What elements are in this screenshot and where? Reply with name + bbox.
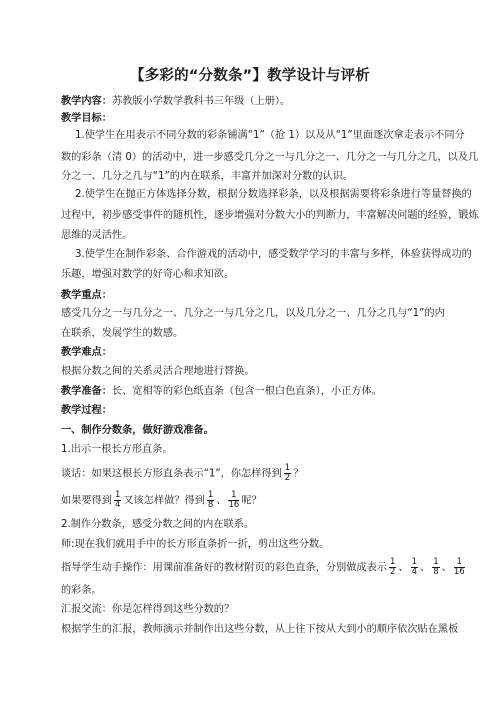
preparation-label: 教学准备： xyxy=(61,386,112,397)
goal2-line2: 过程中，初步感受事件的随机性，逐步增强对分数大小的判断力，丰富解决问题的经验，锻炼 xyxy=(61,210,479,221)
guide-sep: 、 xyxy=(398,562,409,574)
fraction-den: 4 xyxy=(114,500,121,510)
fraction-den: 16 xyxy=(228,500,240,510)
fraction-num: 1 xyxy=(284,463,291,473)
process-label: 教学过程： xyxy=(61,405,112,416)
question-text-a: 如果要得到 xyxy=(61,495,112,507)
teaching-content-label: 教学内容： xyxy=(61,96,112,107)
keypoints-label: 教学重点： xyxy=(61,290,112,301)
fraction-den: 16 xyxy=(453,567,465,577)
talk-end: ？ xyxy=(293,468,304,480)
goal1-line3: 分之一、几分之几与“1”的内在联系，丰富并加深对分数的认识。 xyxy=(61,171,354,182)
goal3-line2: 乐趣，增强对数学的好奇心和求知欲。 xyxy=(61,269,235,280)
fraction-num: 1 xyxy=(411,557,418,567)
teaching-content xyxy=(61,95,460,108)
guide-sep: 、 xyxy=(420,562,431,574)
last-line: 根据学生的汇报，教师演示并制作出这些分数，从上往下按从大到小的顺序依次贴在黑板 xyxy=(61,624,459,635)
fraction-num: 1 xyxy=(114,490,121,500)
fraction-num: 1 xyxy=(207,490,214,500)
goals-label: 教学目标： xyxy=(61,113,112,124)
difficulty-label: 教学难点： xyxy=(61,347,112,358)
guide-end: 的彩条。 xyxy=(61,585,102,596)
question-end: 呢？ xyxy=(241,495,262,507)
goal3-line1: 3.使学生在制作彩条、合作游戏的活动中，感受数学学习的丰富与多样，体验获得成功的 xyxy=(75,249,472,260)
section1-heading: 一、制作分数条，做好游戏准备。 xyxy=(61,425,214,436)
teaching-content-text: 苏教版小学数学教科书三年级（上册）。 xyxy=(111,96,291,107)
question-sep: 、 xyxy=(216,495,227,507)
fraction-sixteenth xyxy=(228,491,239,510)
guide-line xyxy=(61,557,465,577)
question-line xyxy=(61,491,460,510)
step1-text: 1.出示一根长方形直条。 xyxy=(61,444,173,455)
keypoints-line2: 在联系，发展学生的数感。 xyxy=(61,328,184,339)
goal1-line1: 1.使学生在用表示不同分数的彩条铺满“1”（抢 1）以及从“1”里面逐次拿走表示不同分 xyxy=(75,130,465,141)
difficulty-text: 根据分数之间的关系灵活合理地进行替换。 xyxy=(61,366,255,377)
step2-text: 2.制作分数条，感受分数之间的内在联系。 xyxy=(61,519,255,530)
document-title: 【多彩的“分数条”】教学设计与评析 xyxy=(130,68,370,84)
guide-fraction-sixteenth xyxy=(454,558,465,577)
talk-line xyxy=(61,464,460,483)
fraction-quarter xyxy=(114,491,121,510)
goal2-line3: 思维的灵活性。 xyxy=(61,230,133,241)
goal2-line1: 2.使学生在抛正方体选择分数，根据分数选择彩条，以及根据需要将彩条进行等量替换的 xyxy=(75,189,472,200)
fraction-num: 1 xyxy=(454,558,465,568)
fraction-eighth xyxy=(207,491,214,510)
teacher-text: 师:现在我们就用手中的长方形直条折一折，剪出这些分数。 xyxy=(61,539,330,550)
report-text: 汇报交流：你是怎样得到这些分数的？ xyxy=(61,604,235,615)
fraction-half xyxy=(284,464,291,483)
question-text-b: 又该怎样做？得到 xyxy=(123,495,205,507)
fraction-den: 8 xyxy=(433,567,439,577)
keypoints-line1: 感受几分之一与几分之一、几分之一与几分之几，以及几分之一、几分之几与“1”的内 xyxy=(61,308,445,319)
fraction-den: 4 xyxy=(411,567,418,577)
guide-text: 指导学生动手操作：用课前准备好的教材附页的彩色直条，分别做成表示 xyxy=(61,562,387,574)
guide-fraction-quarter xyxy=(411,558,418,577)
fraction-den: 2 xyxy=(284,473,291,483)
fraction-den: 2 xyxy=(390,567,396,577)
guide-fraction-eighth xyxy=(432,558,439,577)
fraction-num: 1 xyxy=(390,557,396,567)
guide-fraction-half xyxy=(389,558,396,577)
goal1-line2: 数的彩条（清 0）的活动中，进一步感受几分之一与几分之一、几分之一与几分之几，以及几 xyxy=(61,152,479,163)
preparation-text: 长、宽相等的彩色纸直条（包含一根白色直条），小正方体。 xyxy=(111,386,382,397)
fraction-num: 1 xyxy=(433,557,439,567)
fraction-num: 1 xyxy=(228,491,239,501)
guide-sep: 、 xyxy=(441,562,452,574)
fraction-den: 8 xyxy=(207,500,214,510)
preparation xyxy=(61,385,460,398)
talk-text: 谈话：如果这根长方形直条表示“1”，你怎样得到 xyxy=(61,468,282,480)
